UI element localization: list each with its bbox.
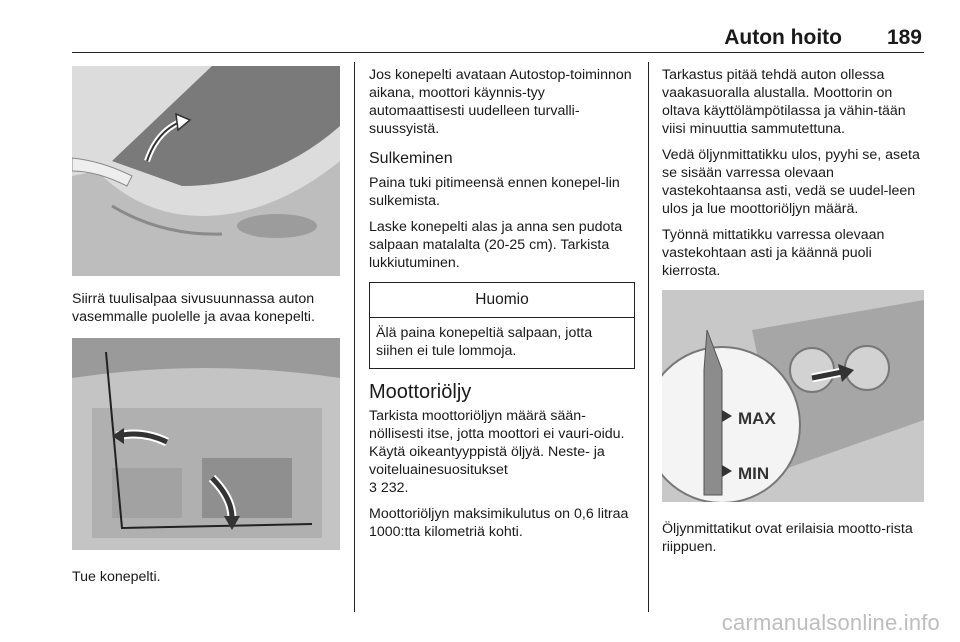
notice-box: [369, 282, 635, 369]
paragraph-check-conditions: Tarkastus pitää tehdä auton ollessa vaakasuoralla alustalla. Moottorin on oltava käyttölämpötilassa ja vähin-tään viisi minuuttia sammutettuna.: [662, 67, 906, 137]
column-left: [72, 66, 340, 594]
column-right: [662, 66, 928, 564]
column-middle: [369, 66, 635, 549]
heading-closing: Sulkeminen: [369, 150, 453, 167]
paragraph-dipstick-insert: Työnnä mittatikku varressa olevaan vastekohtaan asti ja käännä puoli kierrosta.: [662, 227, 885, 279]
section-title: Auton hoito: [724, 26, 842, 49]
notice-title: Huomio: [370, 283, 634, 318]
paragraph-autostop: Jos konepelti avataan Autostop-toiminnon aikana, moottori käynnis-tyy automaattisesti uudelleen turvalli-suussyistä.: [369, 67, 632, 137]
column-divider: [354, 62, 355, 612]
page-reference: 3 232.: [369, 480, 409, 496]
hood-prop-illustration: [72, 338, 340, 550]
caption-hood-prop: Tue konepelti.: [72, 569, 161, 585]
caption-hood-latch: Siirrä tuulisalpaa sivusuunnassa auton vasemmalle puolelle ja avaa konepelti.: [72, 291, 315, 325]
column-divider: [648, 62, 649, 612]
paragraph-closing-2: Laske konepelti alas ja anna sen pudota salpaan matalalta (20-25 cm). Tarkista lukkiutuminen.: [369, 219, 623, 271]
max-label: MAX: [738, 409, 776, 428]
page-number: 189: [886, 26, 922, 49]
min-label: MIN: [738, 464, 770, 483]
notice-body: Älä paina konepeltiä salpaan, jotta siihen ei tule lommoja.: [376, 325, 593, 359]
caption-dipstick: Öljynmittatikut ovat erilaisia mootto-rista riippuen.: [662, 521, 913, 555]
watermark: carmanualsonline.info: [721, 610, 940, 635]
paragraph-closing-1: Paina tuki pitimeensä ennen konepel-lin sulkemista.: [369, 175, 620, 209]
page-header: [72, 26, 924, 53]
dipstick-illustration: [662, 290, 924, 502]
paragraph-dipstick-read: Vedä öljynmittatikku ulos, pyyhi se, aseta se sisään varressa olevaan vastekohtaansa asti, vedä se uudel-leen ulos ja lue moottoriöljyn määrä.: [662, 147, 920, 217]
hood-open-illustration: [72, 66, 340, 276]
heading-engine-oil: Moottoriöljy: [369, 381, 472, 403]
paragraph-oil-consumption: Moottoriöljyn maksimikulutus on 0,6 litraa 1000:tta kilometriä kohti.: [369, 506, 629, 540]
paragraph-oil-check: Tarkista moottoriöljyn määrä sään-nöllisesti itse, jotta moottori ei vauri-oidu. Käytä oikeantyyppistä öljyä. Neste- ja voiteluainesuositukset: [369, 408, 625, 478]
